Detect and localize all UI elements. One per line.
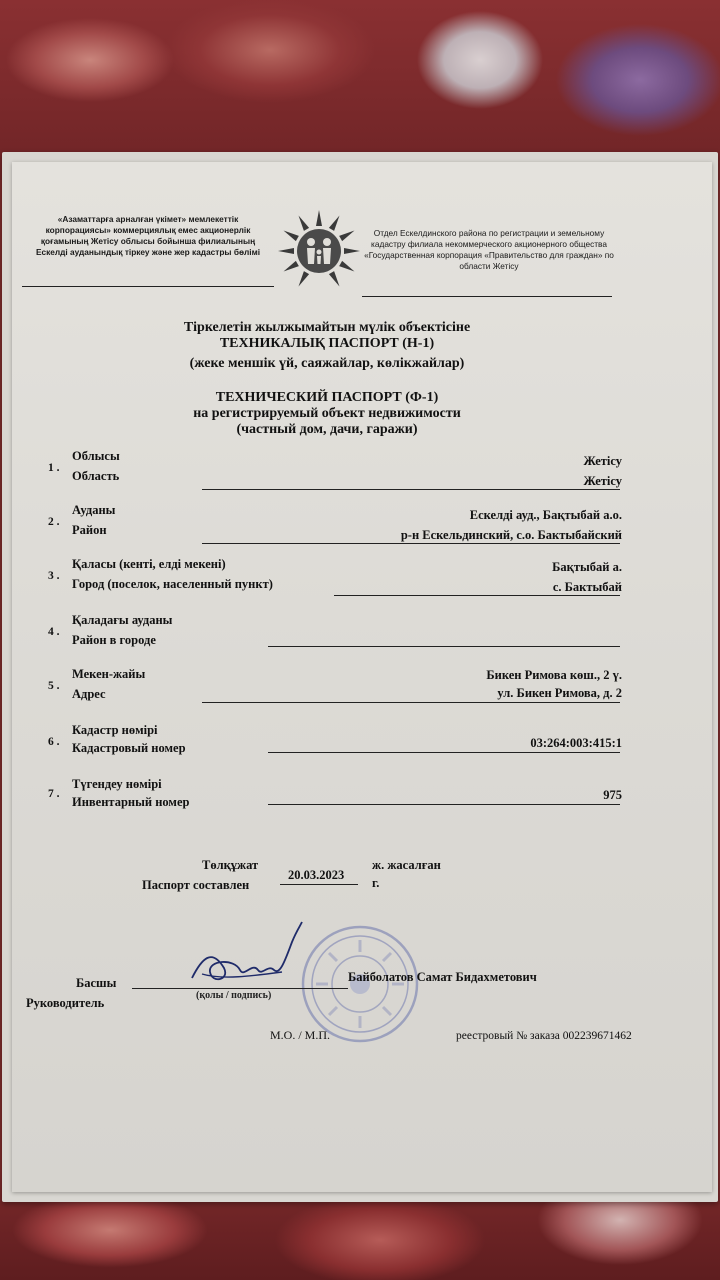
field-value-ru: Жетісу [583,474,622,488]
field-number: 6 . [48,736,60,748]
field-value-ru: с. Бактыбай [552,580,622,594]
compiled-suffix-ru: г. [372,876,380,890]
field-label-kz: Кадастр нөмірі [72,723,158,737]
title-ru-line1: ТЕХНИЧЕСКИЙ ПАСПОРТ (Ф-1) [215,390,439,405]
field-label-kz: Мекен-жайы [72,667,146,681]
field-number: 2 . [48,516,60,528]
field-value-ru: р-н Ескельдинский, с.о. Бактыбайский [400,528,622,542]
field-value-ru: 975 [603,788,622,802]
title-ru-line3: (частный дом, дачи, гаражи) [236,422,418,437]
order-number: реестровый № заказа 002239671462 [456,1030,632,1042]
field-underline [202,702,620,703]
field-value-kz: Бақтыбай а. [552,560,622,574]
title-kz-line2: ТЕХНИКАЛЫҚ ПАСПОРТ (Н-1) [219,336,435,351]
field-value-ru: ул. Бикен Римова, д. 2 [497,686,622,700]
field-label-kz: Ауданы [72,503,116,517]
field-label-kz: Түгендеу нөмірі [72,777,162,791]
field-label-ru: Адрес [72,687,106,701]
header-rule-left [22,286,274,287]
field-label-ru: Район [72,523,107,537]
field-underline [202,489,620,490]
signature-hint: (қолы / подпись) [196,990,272,1001]
field-label-ru: Область [72,469,120,483]
field-underline [202,543,620,544]
seal-place-label: М.О. / М.П. [270,1028,331,1042]
field-number: 1 . [48,462,60,474]
compiled-suffix-kz: ж. жасалған [372,858,441,872]
field-number: 7 . [48,788,60,800]
field-label-ru: Район в городе [72,633,156,647]
field-number: 5 . [48,680,60,692]
compiled-date: 20.03.2023 [288,868,345,882]
header-right-org: Отдел Ескелдинского района по регистрации и земельному кадастру филиала некоммерческого акционерного общества «Государственная корпорация «Правительство для граждан» по области Жетісу [364,228,614,271]
field-label-kz: Қаласы (кенті, елді мекені) [72,557,226,571]
field-underline [334,595,620,596]
compiled-label-ru: Паспорт составлен [142,878,250,892]
field-label-kz: Облысы [72,449,120,463]
field-underline [268,646,620,647]
title-kz-line1: Тіркелетін жылжымайтын мүлік объектісіне [183,320,471,335]
field-value-kz: Бикен Римова көш., 2 ү. [486,668,622,682]
field-label-ru: Инвентарный номер [72,795,190,809]
header-left-org: «Азаматтарға арналған үкімет» мемлекеттік корпорациясы» коммерциялық емес акционерлік қоғамының Жетісу облысы бойынша филиалының Ескелді ауданындық тіркеу және жер кадастры бөлімі [35,214,261,257]
field-value-ru: 03:264:003:415:1 [530,736,622,750]
title-kz-line3: (жеке меншік үй, саяжайлар, көлікжайлар) [189,356,465,371]
field-value-kz: Жетісу [583,454,622,468]
header-rule-right [362,296,612,297]
compiled-label-kz: Төлқұжат [202,858,259,872]
document-page [12,162,712,1192]
signatory-name: Байболатов Самат Бидахметович [348,970,537,984]
field-number: 3 . [48,570,60,582]
date-underline [280,884,358,885]
field-label-ru: Кадастровый номер [72,741,186,755]
sun-family-logo-icon [274,206,364,296]
field-underline [268,752,620,753]
field-label-ru: Город (поселок, населенный пункт) [72,577,273,591]
title-ru-line2: на регистрируемый объект недвижимости [193,406,461,421]
field-label-kz: Қаладағы ауданы [72,613,173,627]
signature-underline [132,988,348,989]
signature-label-kz: Басшы [76,976,117,990]
field-value-kz: Ескелді ауд., Бақтыбай а.о. [469,508,622,522]
signature-label-ru: Руководитель [26,996,105,1010]
field-number: 4 . [48,626,60,638]
field-underline [268,804,620,805]
